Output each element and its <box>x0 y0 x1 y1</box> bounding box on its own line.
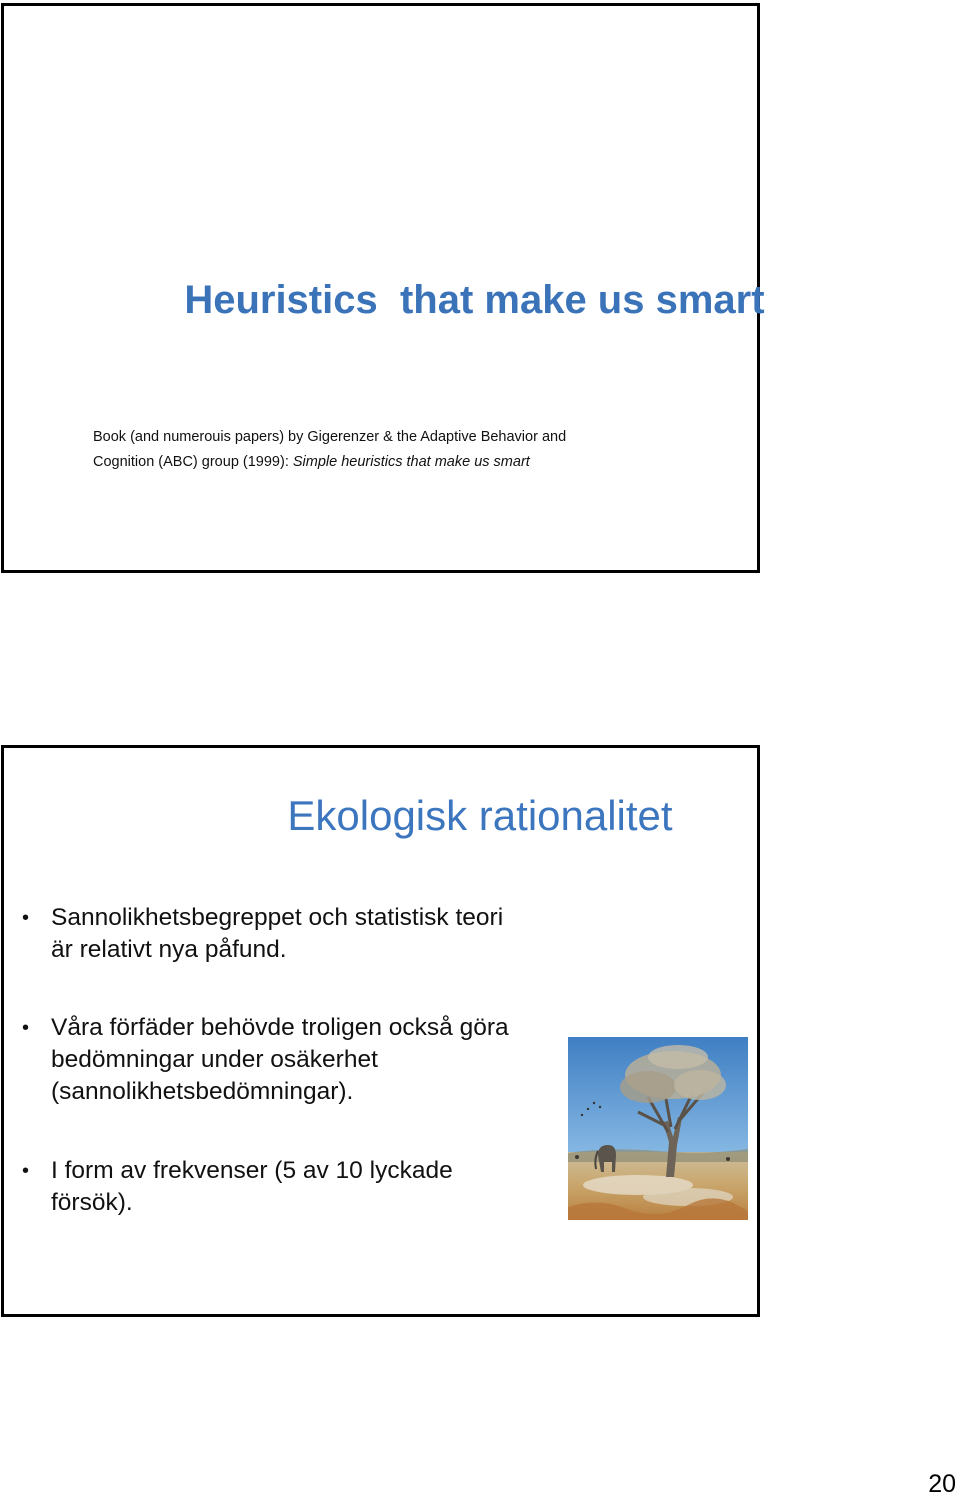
bullet-dot-icon: • <box>22 1160 30 1182</box>
bullet-text: Våra förfäder behövde troligen också göra bedömningar under osäkerhet (sannolikhetsbedömningar). <box>51 1014 509 1105</box>
savanna-scene-icon <box>568 1037 748 1220</box>
bullet-item <box>22 1012 596 1108</box>
slide-title-heuristics: Heuristics that make us smart <box>184 278 776 322</box>
slide-title-ekologisk: Ekologisk rationalitet <box>287 792 673 839</box>
bullet-dot-icon: • <box>22 1017 30 1039</box>
book-reference-line-1: Book (and numerouis papers) by Gigerenzer & the Adaptive Behavior and <box>93 429 567 445</box>
bullet-text: I form av frekvenser (5 av 10 lyckade försök). <box>51 1157 453 1216</box>
bullet-item <box>22 1155 596 1219</box>
book-reference-line-2 <box>93 450 713 475</box>
book-reference <box>93 425 713 475</box>
book-title: Simple heuristics that make us smart <box>292 454 530 470</box>
bullet-dot-icon: • <box>22 907 30 929</box>
savanna-elephant-photo <box>568 1037 748 1220</box>
bullet-item <box>22 902 596 966</box>
page-number: 20 <box>928 1470 956 1498</box>
bullet-text: Sannolikhetsbegreppet och statistisk teori är relativt nya påfund. <box>51 904 504 963</box>
book-reference-prefix: Cognition (ABC) group (1999): <box>93 454 293 470</box>
